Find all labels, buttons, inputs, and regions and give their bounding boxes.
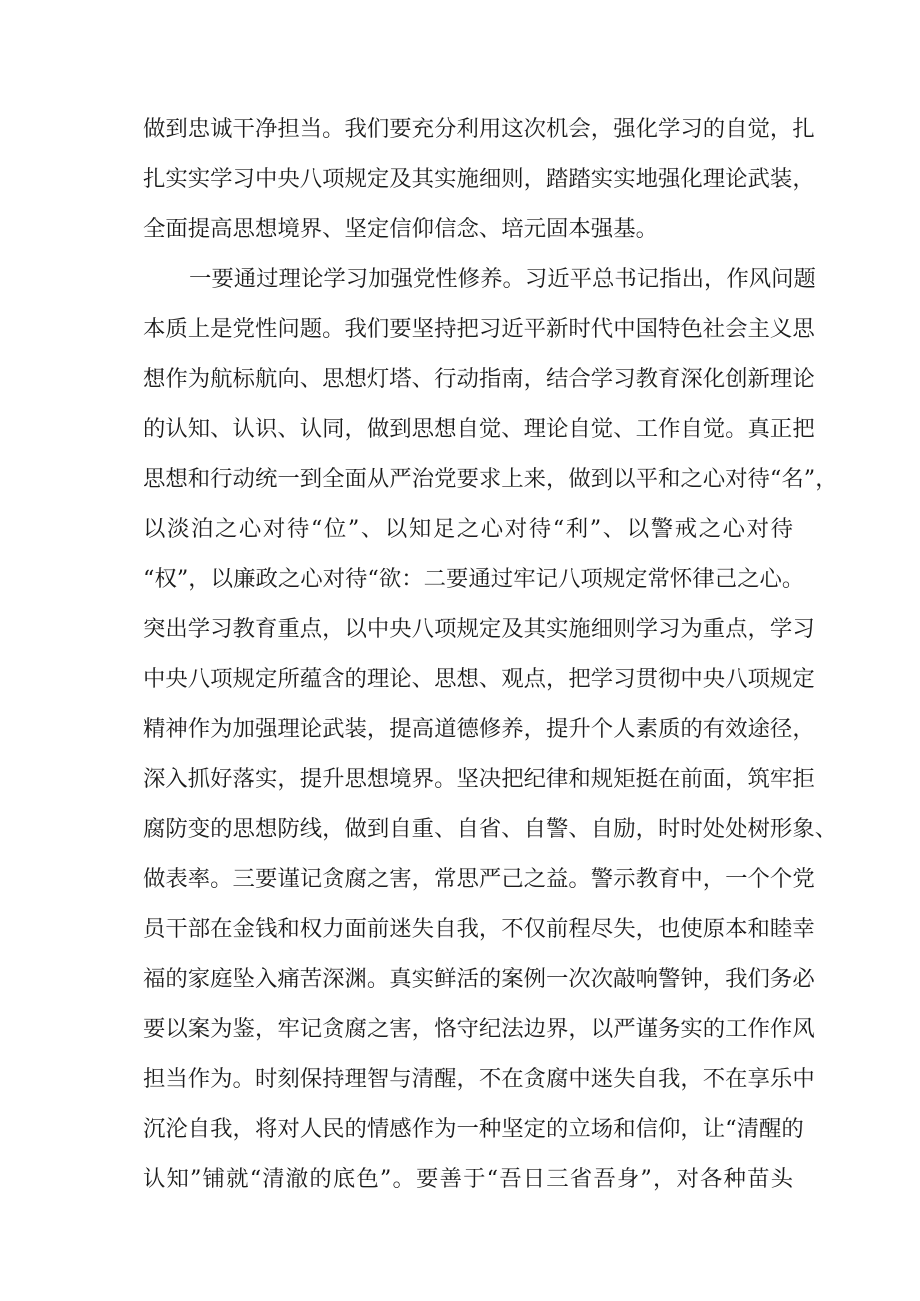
paragraph-start-line: 一要通过理论学习加强党性修养。习近平总书记指出，作风问题 (189, 266, 816, 292)
text-line: 福的家庭坠入痛苦深渊。真实鲜活的案例一次次敲响警钟，我们务必 (143, 966, 815, 992)
text-line: 做到忠诚干净担当。我们要充分利用这次机会，强化学习的自觉，扎 (143, 116, 815, 142)
text-line: 精神作为加强理论武装，提高道德修养，提升个人素质的有效途径， (143, 716, 815, 742)
text-line: 认知”铺就“清澈的底色”。要善于“吾日三省吾身”，对各种苗头 (143, 1166, 793, 1192)
text-line: 全面提高思想境界、坚定信仰信念、培元固本强基。 (143, 216, 658, 242)
text-line: “权”，以廉政之心对待“欲：二要通过牢记八项规定常怀律己之心。 (143, 566, 805, 592)
text-line: 要以案为鉴，牢记贪腐之害，恪守纪法边界，以严谨务实的工作作风 (143, 1016, 815, 1042)
text-line: 深入抓好落实，提升思想境界。坚决把纪律和规矩挺在前面，筑牢拒 (143, 766, 815, 792)
text-line: 腐防变的思想防线，做到自重、自省、自警、自励，时时处处树形象、 (143, 816, 838, 842)
text-line: 突出学习教育重点，以中央八项规定及其实施细则学习为重点，学习 (143, 616, 815, 642)
text-line: 担当作为。时刻保持理智与清醒，不在贪腐中迷失自我，不在享乐中 (143, 1066, 815, 1092)
text-line: 员干部在金钱和权力面前迷失自我，不仅前程尽失，也使原本和睦幸 (143, 916, 815, 942)
text-line: 沉沦自我，将对人民的情感作为一种坚定的立场和信仰，让“清醒的 (143, 1116, 804, 1142)
text-line: 以淡泊之心对待“位”、以知足之心对待“利”、以警戒之心对待 (143, 516, 793, 542)
text-line: 扎实实学习中央八项规定及其实施细则，踏踏实实地强化理论武装， (143, 166, 815, 192)
text-line: 的认知、认识、认同，做到思想自觉、理论自觉、工作自觉。真正把 (143, 416, 815, 442)
text-line: 想作为航标航向、思想灯塔、行动指南，结合学习教育深化创新理论 (143, 366, 815, 392)
text-line: 本质上是党性问题。我们要坚持把习近平新时代中国特色社会主义思 (143, 316, 815, 342)
text-line: 做表率。三要谨记贪腐之害，常思严己之益。警示教育中，一个个党 (143, 866, 815, 892)
text-line: 思想和行动统一到全面从严治党要求上来，做到以平和之心对待“名”， (143, 466, 838, 492)
text-line: 中央八项规定所蕴含的理论、思想、观点，把学习贯彻中央八项规定 (143, 666, 815, 692)
